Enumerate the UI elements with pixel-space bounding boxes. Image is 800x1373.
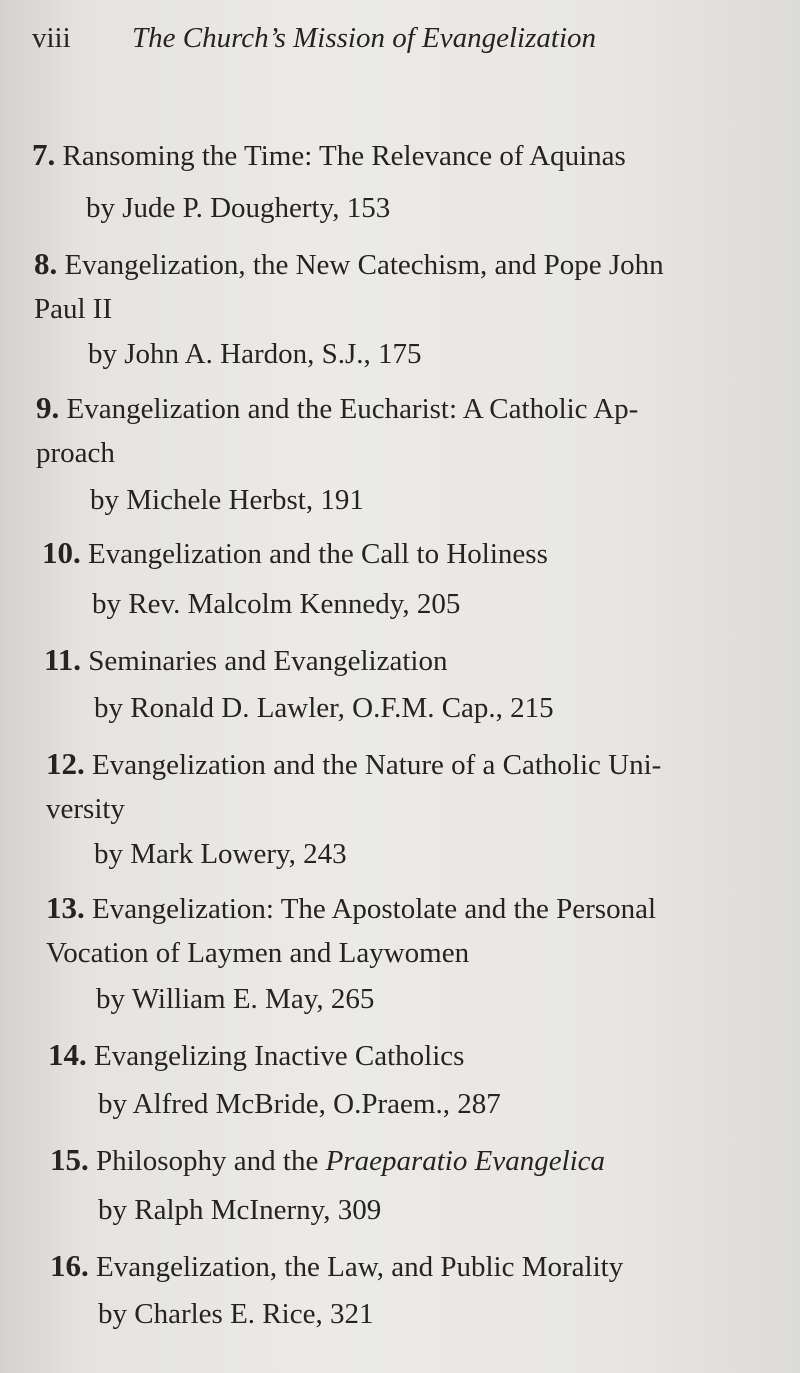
toc-byline-12: by Mark Lowery, 243: [94, 838, 347, 870]
toc-byline-8: by John A. Hardon, S.J., 175: [88, 338, 422, 370]
chapter-title: Evangelization and the Nature of a Catholic Uni-: [92, 749, 662, 781]
chapter-number: 13.: [46, 890, 85, 925]
toc-entry-7: [32, 133, 626, 178]
chapter-number: 10.: [42, 535, 81, 570]
toc-entry-15: [50, 1138, 605, 1183]
toc-entry-10: [42, 531, 548, 576]
running-head-title: The Church’s Mission of Evangelization: [132, 22, 596, 54]
toc-entry-13: [46, 886, 656, 975]
chapter-title: Evangelization, the New Catechism, and Pope John: [64, 249, 664, 281]
chapter-number: 12.: [46, 746, 85, 781]
toc-byline-10: by Rev. Malcolm Kennedy, 205: [92, 588, 461, 620]
chapter-number: 14.: [48, 1037, 87, 1072]
toc-entry-11: [44, 638, 447, 683]
chapter-title: Ransoming the Time: The Relevance of Aquinas: [62, 140, 626, 172]
toc-byline-13: by William E. May, 265: [96, 983, 375, 1015]
chapter-title: Philosophy and the: [96, 1145, 326, 1177]
toc-entry-16: [50, 1244, 623, 1289]
chapter-title-continued: Vocation of Laymen and Laywomen: [46, 937, 470, 969]
chapter-title: Evangelization, the Law, and Public Morality: [96, 1251, 624, 1283]
chapter-title: Evangelization and the Call to Holiness: [88, 538, 548, 570]
toc-entry-8: [34, 242, 664, 331]
toc-byline-9: by Michele Herbst, 191: [90, 484, 364, 516]
chapter-number: 16.: [50, 1248, 89, 1283]
chapter-title-continued: versity: [46, 793, 125, 825]
chapter-number: 7.: [32, 137, 56, 172]
chapter-title-continued: Paul II: [34, 293, 113, 325]
chapter-number: 11.: [44, 642, 82, 677]
chapter-title-italic: Praeparatio Evangelica: [325, 1145, 606, 1177]
running-head: [32, 22, 596, 55]
chapter-title: Evangelization: The Apostolate and the Personal: [92, 893, 657, 925]
chapter-number: 15.: [50, 1142, 89, 1177]
chapter-title: Evangelization and the Eucharist: A Catholic Ap-: [66, 393, 639, 425]
toc-byline-11: by Ronald D. Lawler, O.F.M. Cap., 215: [94, 692, 554, 724]
chapter-number: 9.: [36, 390, 60, 425]
toc-entry-12: [46, 742, 661, 831]
page-number: viii: [32, 22, 71, 54]
chapter-number: 8.: [34, 246, 58, 281]
toc-byline-14: by Alfred McBride, O.Praem., 287: [98, 1088, 501, 1120]
chapter-title-continued: proach: [36, 437, 115, 469]
toc-entry-14: [48, 1033, 464, 1078]
chapter-title: Seminaries and Evangelization: [88, 645, 448, 677]
toc-entry-9: [36, 386, 638, 475]
toc-byline-15: by Ralph McInerny, 309: [98, 1194, 382, 1226]
chapter-title: Evangelizing Inactive Catholics: [94, 1040, 465, 1072]
toc-byline-7: by Jude P. Dougherty, 153: [86, 192, 391, 224]
toc-byline-16: by Charles E. Rice, 321: [98, 1298, 374, 1330]
